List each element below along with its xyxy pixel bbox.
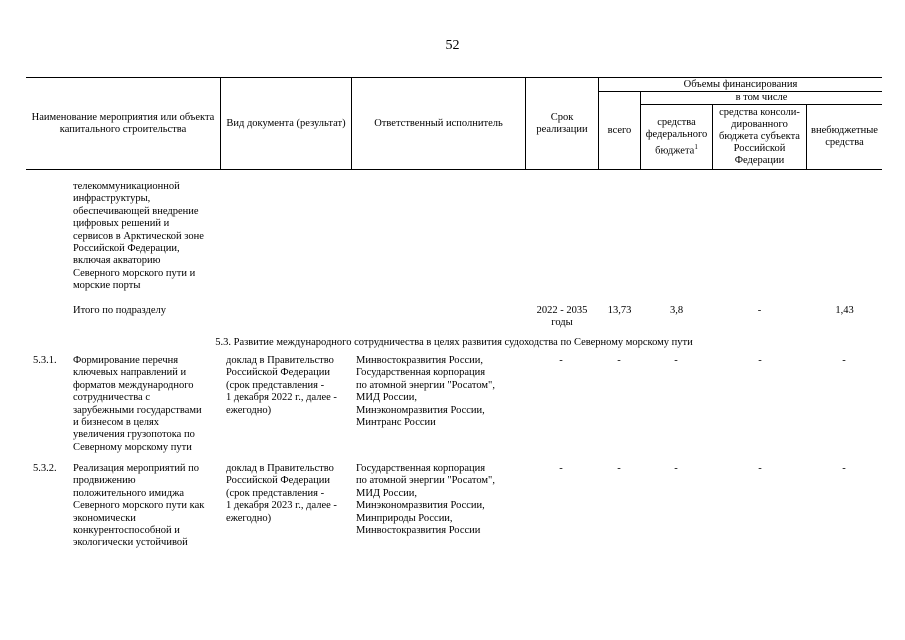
- row-number: 5.3.1.: [33, 355, 57, 366]
- subtotal-total: 13,73: [607, 305, 632, 316]
- page-number: 52: [445, 38, 460, 53]
- row-federal: -: [674, 355, 678, 366]
- row-term: -: [559, 355, 563, 366]
- section-title: 5.3. Развитие международного сотрудничества в целях развития судоходства по Северному морскому пути: [215, 337, 693, 348]
- row-offbudget: -: [842, 355, 846, 366]
- header-offbudget: внебюджетные средства: [811, 125, 878, 148]
- footnote-mark: 1: [694, 142, 698, 151]
- subtotal-offbudget: 1,43: [835, 305, 854, 316]
- header-federal: средства федерального бюджета$^1$: [645, 116, 708, 157]
- header-funding: Объемы финансирования: [683, 78, 798, 90]
- row-executor: Государственная корпорация по атомной энергии "Росатом", МИД России, Минэкономразвития России, Минприроды России, Минвостокразвития России: [356, 463, 495, 537]
- header-name: Наименование мероприятия или объекта капитального строительства: [31, 111, 215, 135]
- row-total: -: [617, 463, 621, 474]
- header-total: всего: [607, 124, 632, 136]
- row-number: 5.3.2.: [33, 463, 57, 474]
- subtotal-consolidated: -: [757, 305, 762, 316]
- row-document: доклад в Правительство Российской Федерации (срок представления - 1 декабря 2022 г., далее - ежегодно): [226, 355, 337, 416]
- header-executor: Ответственный исполнитель: [374, 117, 503, 129]
- row-consolidated: -: [758, 463, 762, 474]
- continuation-text: телекоммуникационной инфраструктуры, обеспечивающей внедрение цифровых решений и сервисов в Арктической зоне Российской Федерации, включая акваторию Северного морского пути и морские порты: [73, 181, 204, 292]
- header-term: Срок реализации: [536, 111, 588, 135]
- row-term: -: [559, 463, 563, 474]
- row-consolidated: -: [758, 355, 762, 366]
- header-including: в том числе: [735, 92, 788, 103]
- row-federal: -: [674, 463, 678, 474]
- subtotal-federal: 3,8: [669, 305, 684, 316]
- header-consolidated: средства консоли- дированного бюджета субъекта Российской Федерации: [719, 107, 800, 166]
- row-name: Реализация мероприятий по продвижению положительного имиджа Северного морского пути как экономически конкурентоспособной и экологически устойчивой: [73, 463, 205, 549]
- row-total: -: [617, 355, 621, 366]
- row-executor: Минвостокразвития России, Государственная корпорация по атомной энергии "Росатом", МИД России, Минэкономразвития России, Минтранс России: [356, 355, 495, 429]
- header-document: Вид документа (результат): [226, 117, 346, 129]
- row-name: Формирование перечня ключевых направлений и форматов международного сотрудничества с зарубежными государствами и бизнесом в целях увеличения грузопотока по Северному морскому пути: [73, 355, 202, 453]
- subtotal-term: 2022 - 2035 годы: [536, 305, 588, 329]
- row-offbudget: -: [842, 463, 846, 474]
- row-document: доклад в Правительство Российской Федерации (срок представления - 1 декабря 2023 г., далее - ежегодно): [226, 463, 337, 524]
- subtotal-label: Итого по подразделу: [73, 305, 166, 316]
